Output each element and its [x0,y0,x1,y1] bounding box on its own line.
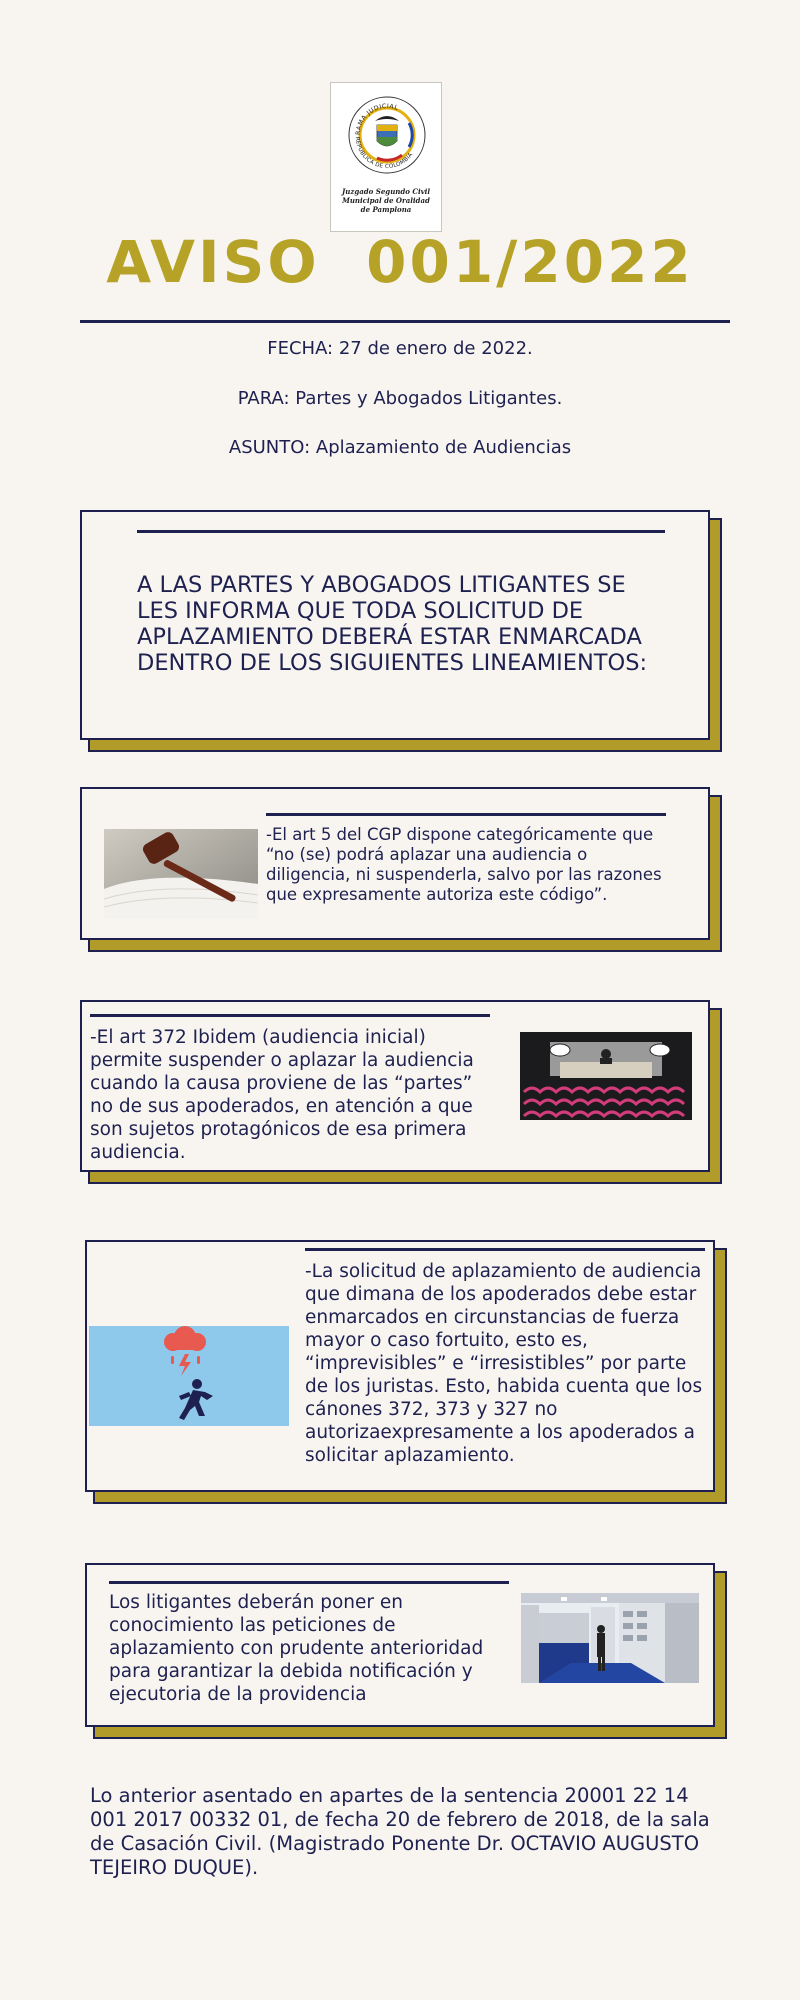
footer-citation: Lo anterior asentado en apartes de la sentencia 20001 22 14 001 2017 00332 01, de fecha 20 de febrero de 2018, de la sala de Casación Civil. (Magistrado Ponente Dr. OCTAVIO AUGUSTO TEJEIRO DUQUE). [90,1784,710,1879]
section-text: Los litigantes deberán poner en conocimiento las peticiones de aplazamiento con prudente anterioridad para garantizar la debida notificación y ejecutoria de la providencia [109,1592,484,1705]
card-divider [137,530,665,533]
section-text: -El art 5 del CGP dispone categóricamente que “no (se) podrá aplazar una audiencia o diligencia, ni suspenderla, salvo por las razones que expresamente autoriza este código”. [266,825,662,904]
section-text: -El art 372 Ibidem (audiencia inicial) permite suspender o aplazar la audiencia cuando la causa proviene de las “partes” no de sus apoderados, en atención a que son sujetos protagónicos de esa primera audiencia. [90,1027,474,1163]
logo-caption-line: Juzgado Segundo Civil [341,187,430,196]
colombia-coat-of-arms-seal [347,95,427,175]
seal-top-text: RAMA JUDICIAL [354,102,400,136]
page-title: AVISO 001/2022 [106,228,694,296]
storm-running-person-image [89,1326,289,1426]
section-card-art5 [80,787,710,940]
courthouse-hallway-image [521,1593,699,1683]
courtroom-hearing-image [520,1032,692,1120]
intro-text: A LAS PARTES Y ABOGADOS LITIGANTES SE LES INFORMA QUE TODA SOLICITUD DE APLAZAMIENTO DEBERÁ ESTAR ENMARCADA DENTRO DE LOS SIGUIENTES LINEAMIENTOS: [137,572,648,676]
logo-caption-line: de Pamplona [360,205,412,214]
para-line: PARA: Partes y Abogados Litigantes. [237,388,563,409]
card-divider [305,1248,705,1251]
header-divider [80,320,730,323]
gavel-book-image [104,829,258,919]
seal-bottom-text: REPÚBLICA DE COLOMBIA [353,136,415,171]
section-card-anterioridad [85,1563,715,1727]
card-divider [109,1581,509,1584]
fecha-line: FECHA: 27 de enero de 2022. [267,338,533,359]
section-card-art372 [80,1000,710,1172]
logo-caption [335,187,437,214]
section-card-fuerza-mayor [85,1240,715,1492]
asunto-line: ASUNTO: Aplazamiento de Audiencias [228,437,572,458]
court-logo [330,82,442,232]
section-text: -La solicitud de aplazamiento de audiencia que dimana de los apoderados debe estar enmarcados en circunstancias de fuerza mayor o caso fortuito, esto es, “imprevisibles” e “irresistibles” por parte de los juristas. Esto, habida cuenta que los cánones 372, 373 y 327 no autorizaexpresamente a los apoderados a solicitar aplazamiento. [305,1261,703,1466]
card-divider [266,813,666,816]
card-divider [90,1014,490,1017]
logo-caption-line: Municipal de Oralidad [342,196,430,205]
intro-card [80,510,710,740]
